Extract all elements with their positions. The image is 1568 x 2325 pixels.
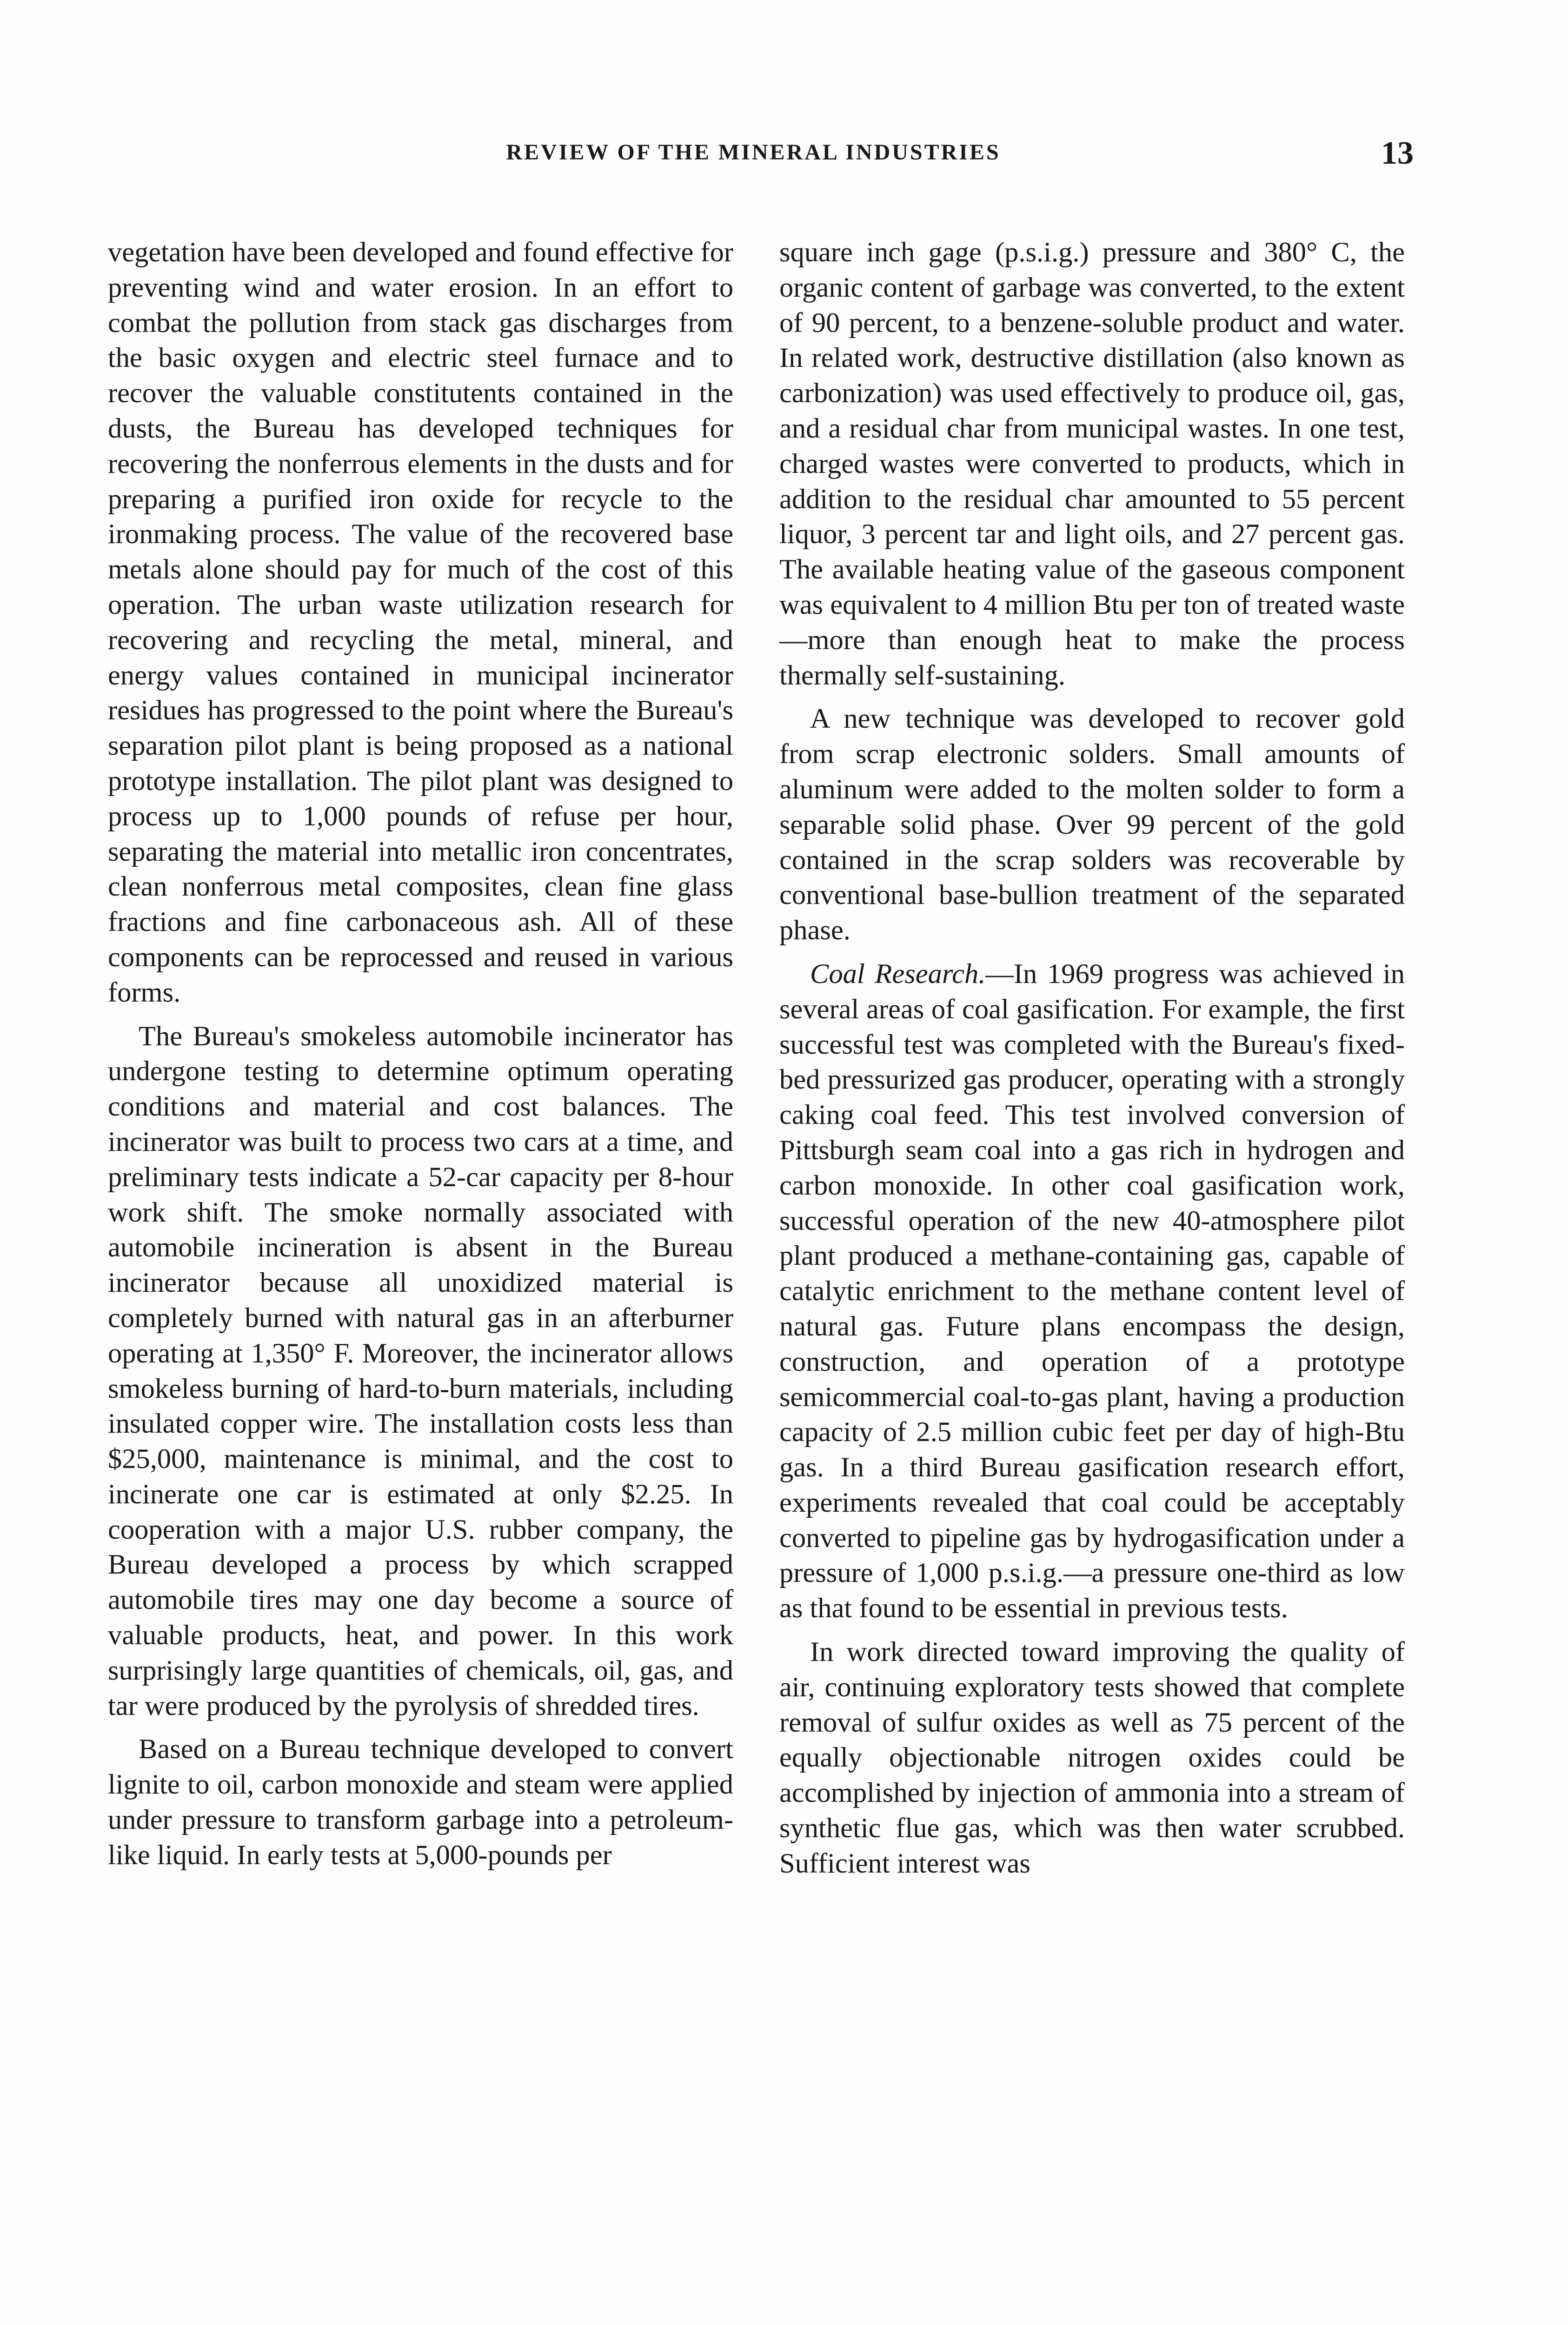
- paragraph: vegetation have been developed and found effective for preventing wind and water erosion. In an effort to combat the pollution from stack gas discharges from the basic oxygen and electric steel furnace and to recover the valuable constitutents contained in the dusts, the Bureau has developed techniques for recovering the nonferrous elements in the dusts and for preparing a purified iron oxide for recycle to the ironmaking process. The value of the recovered base metals alone should pay for much of the cost of this operation. The urban waste utilization research for recovering and recycling the metal, mineral, and energy values contained in municipal incinerator residues has progressed to the point where the Bureau's separation pilot plant is being proposed as a national prototype installation. The pilot plant was designed to process up to 1,000 pounds of refuse per hour, separating the material into metallic iron concentrates, clean nonferrous metal composites, clean fine glass fractions and fine carbonaceous ash. All of these components can be reprocessed and reused in various forms.: [108, 237, 733, 1008]
- paragraph: A new technique was developed to recover gold from scrap electronic solders. Small amounts of aluminum were added to the molten solder to form a separable solid phase. Over 99 percent of the gold contained in the scrap solders was recoverable by conventional base-bullion treatment of the separated phase.: [779, 703, 1405, 946]
- right-column: [779, 235, 1405, 1890]
- coal-research-paragraph: [779, 957, 1405, 1626]
- paragraph: The Bureau's smokeless automobile incinerator has undergone testing to determine optimum operating conditions and material and cost balances. The incinerator was built to process two cars at a time, and preliminary tests indicate a 52-car capacity per 8-hour work shift. The smoke normally associated with automobile incineration is absent in the Bureau incinerator because all unoxidized material is completely burned with natural gas in an afterburner operating at 1,350° F. Moreover, the incinerator allows smokeless burning of hard-to-burn materials, including insulated copper wire. The installation costs less than $25,000, maintenance is minimal, and the cost to incinerate one car is estimated at only $2.25. In cooperation with a major U.S. rubber company, the Bureau developed a process by which scrapped automobile tires may one day become a source of valuable products, heat, and power. In this work surprisingly large quantities of chemicals, oil, gas, and tar were produced by the pyrolysis of shredded tires.: [108, 1020, 733, 1721]
- paragraph-body: —In 1969 progress was achieved in several areas of coal gasification. For example, the first successful test was completed with the Bureau's fixed-bed pressurized gas producer, operating with a strongly caking coal feed. This test involved conversion of Pittsburgh seam coal into a gas rich in hydrogen and carbon monoxide. In other coal gasification work, successful operation of the new 40-atmosphere pilot plant produced a methane-containing gas, capable of catalytic enrichment to the methane content level of natural gas. Future plans encompass the design, construction, and operation of a prototype semicommercial coal-to-gas plant, having a production capacity of 2.5 million cubic feet per day of high-Btu gas. In a third Bureau gasification research effort, experiments revealed that coal could be acceptably converted to pipeline gas by hydrogasification under a pressure of 1,000 p.s.i.g.—a pressure one-third as low as that found to be essential in previous tests.: [779, 958, 1405, 1624]
- paragraph: Based on a Bureau technique developed to convert lignite to oil, carbon monoxide and steam were applied under pressure to transform garbage into a petroleum-like liquid. In early tests at 5,000-pounds per: [108, 1734, 733, 1871]
- section-heading-coal-research: Coal Research.: [810, 958, 986, 990]
- paragraph: square inch gage (p.s.i.g.) pressure and 380° C, the organic content of garbage was converted, to the extent of 90 percent, to a benzene-soluble product and water. In related work, destructive distillation (also known as carbonization) was used effectively to produce oil, gas, and a residual char from municipal wastes. In one test, charged wastes were converted to products, which in addition to the residual char amounted to 55 percent liquor, 3 percent tar and light oils, and 27 percent gas. The available heating value of the gaseous component was equivalent to 4 million Btu per ton of treated waste—more than enough heat to make the process thermally self-sustaining.: [779, 237, 1405, 691]
- left-column: [108, 235, 733, 1881]
- running-head-title: REVIEW OF THE MINERAL INDUSTRIES: [506, 140, 1001, 165]
- page-number: 13: [1381, 135, 1414, 171]
- paragraph: In work directed toward improving the quality of air, continuing exploratory tests showed that complete removal of sulfur oxides as well as 75 percent of the equally objectionable nitrogen oxides could be accomplished by injection of ammonia into a stream of synthetic flue gas, which was then water scrubbed. Sufficient interest was: [779, 1636, 1405, 1879]
